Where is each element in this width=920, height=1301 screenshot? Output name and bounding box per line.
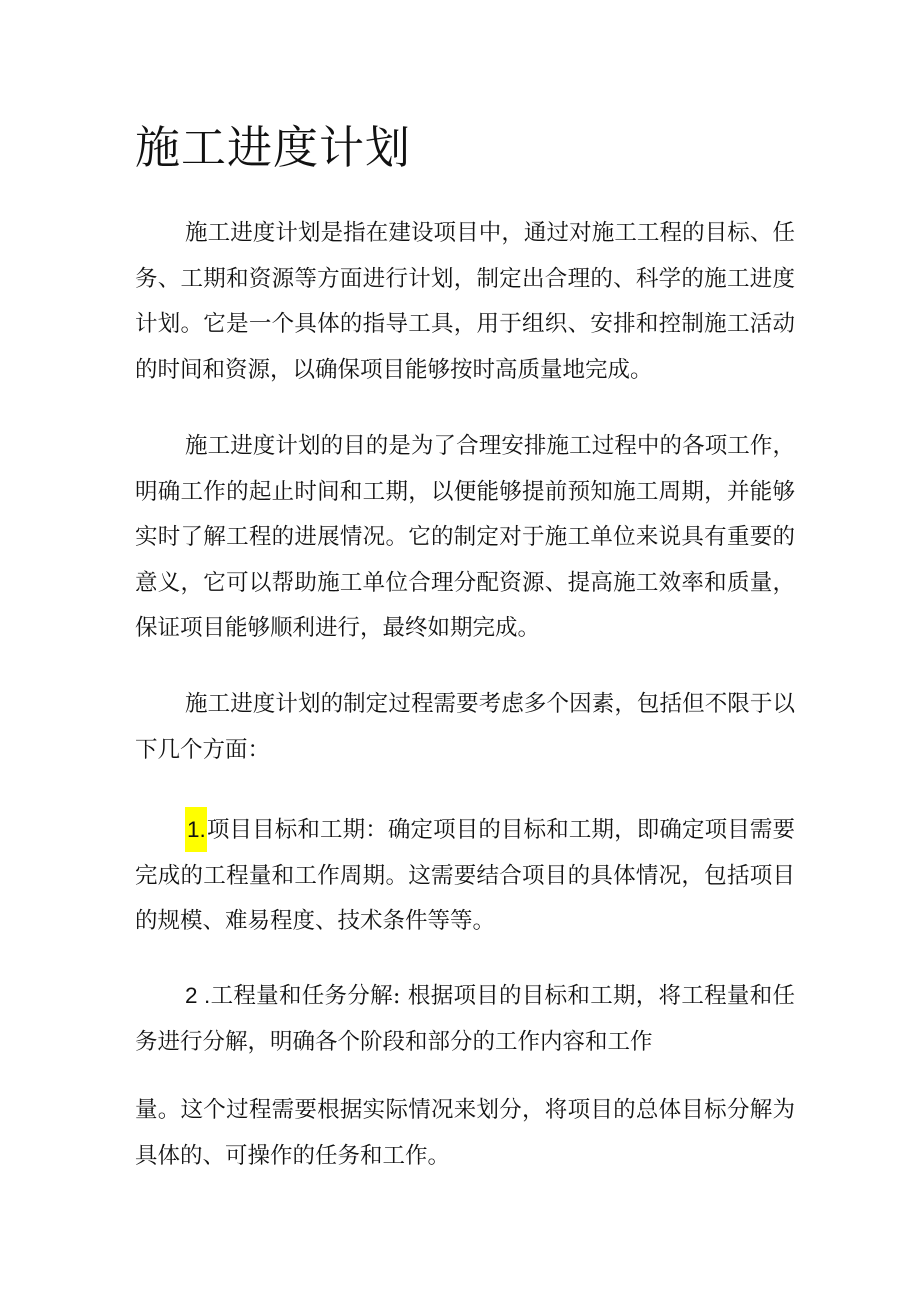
page-title: 施工进度计划 [135, 121, 412, 174]
list-item-2-text: 工程量和任务分解: 根据项目的目标和工期，将工程量和任务进行分解，明确各个阶段和部分的工作内容和工作 [135, 983, 795, 1055]
paragraph-definition: 施工进度计划是指在建设项目中，通过对施工工程的目标、任务、工期和资源等方面进行计划，制定出合理的、科学的施工进度计划。它是一个具体的指导工具，用于组织、安排和控制施工活动的时间和资源，以确保项目能够按时高质量地完成。 [135, 220, 795, 383]
list-item-1 [135, 807, 795, 945]
highlighted-list-number: 1. [185, 807, 207, 852]
paragraph-purpose: 施工进度计划的目的是为了合理安排施工过程中的各项工作，明确工作的起止时间和工期，以便能够提前预知施工周期，并能够实时了解工程的进展情况。它的制定对于施工单位来说具有重要的意义，它可以帮助施工单位合理分配资源、提高施工效率和质量，保证项目能够顺利进行，最终如期完成。 [135, 433, 795, 641]
list-item-2-continuation: 量。这个过程需要根据实际情况来划分，将项目的总体目标分解为具体的、可操作的任务和工作。 [135, 1097, 795, 1169]
list-number-2: 2 . [185, 983, 211, 1008]
paragraph-factors-intro: 施工进度计划的制定过程需要考虑多个因素，包括但不限于以下几个方面： [135, 691, 795, 763]
list-item-2 [135, 973, 795, 1065]
list-item-1-text: 项目目标和工期：确定项目的目标和工期，即确定项目需要完成的工程量和工作周期。这需要结合项目的具体情况，包括项目的规模、难易程度、技术条件等等。 [135, 817, 795, 934]
